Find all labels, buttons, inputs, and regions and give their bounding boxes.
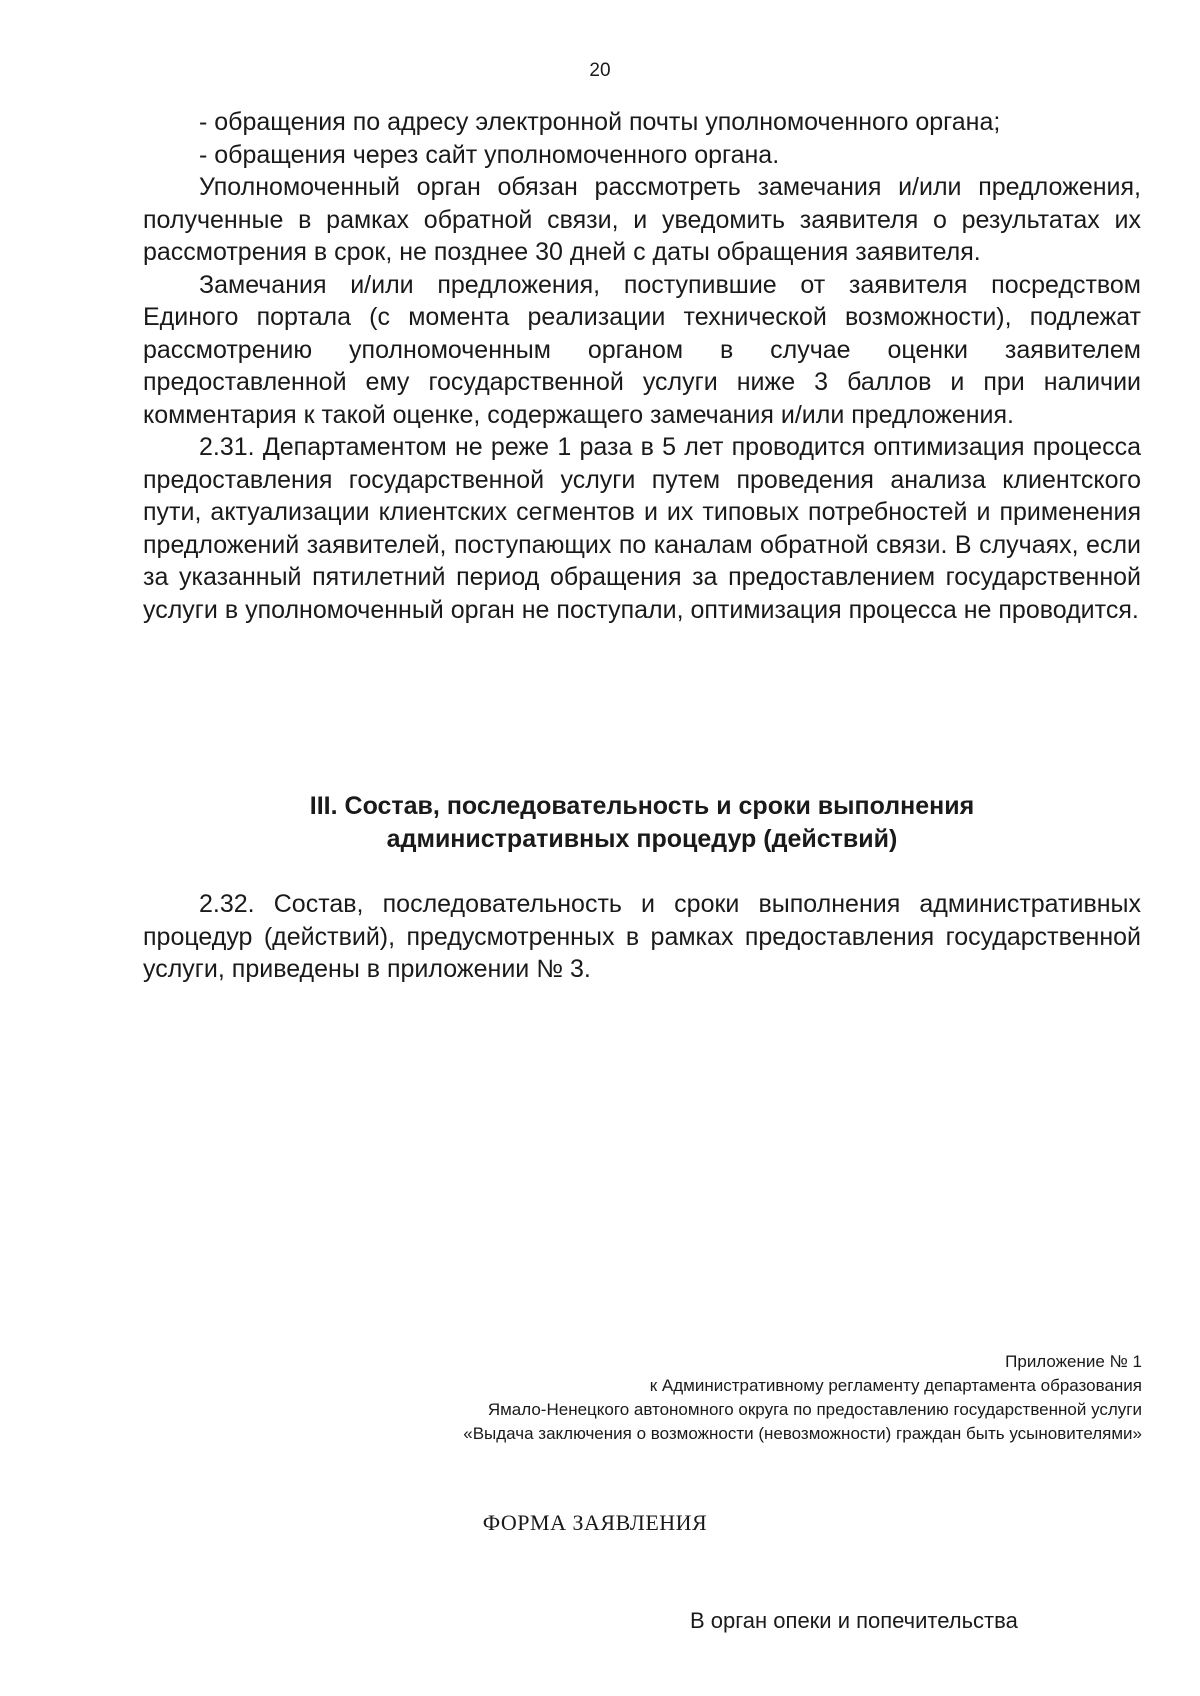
section-heading-line-1: III. Состав, последовательность и сроки выполнения (309, 792, 975, 820)
section-heading-line-2: административных процедур (действий) (386, 825, 898, 853)
section-text (143, 888, 1141, 986)
list-item-website: - обращения через сайт уполномоченного органа. (199, 140, 780, 169)
list-item-email: - обращения по адресу электронной почты уполномоченного органа; (199, 108, 1001, 136)
paragraph-2-31: 2.31. Департаментом не реже 1 раза в 5 лет проводится оптимизация процесса предоставления государственной услуги путем проведения анализа клиентского пути, актуализации клиентских сегментов и их типовых потребностей и применения предложений заявителей, поступающих по каналам обратной связи. В случаях, если за указанный пятилетний период обращения за предоставлением государственной услуги в уполномоченный орган не поступали, оптимизация процесса не проводится. (143, 433, 1141, 624)
appendix-line-2: к Административному регламенту департамента образования (649, 1376, 1142, 1395)
paragraph-feedback-review: Уполномоченный орган обязан рассмотреть замечания и/или предложения, полученные в рамках обратной связи, и уведомить заявителя о результатах их рассмотрения в срок, не позднее 30 дней с даты обращения заявителя. (143, 173, 1141, 266)
page-number: 20 (589, 60, 611, 81)
paragraph-portal-feedback: Замечания и/или предложения, поступившие от заявителя посредством Единого портала (с момента реализации технической возможности), подлежат рассмотрению уполномоченным органом в случае оценки заявителем предоставленной ему государственной услуги ниже 3 баллов и при наличии комментария к такой оценке, содержащего замечания и/или предложения. (143, 270, 1141, 429)
appendix-line-4: «Выдача заключения о возможности (невозможности) граждан быть усыновителями» (463, 1424, 1142, 1443)
appendix-line-1: Приложение № 1 (1005, 1352, 1142, 1371)
body-text (143, 106, 1141, 626)
addressee: В орган опеки и попечительства (690, 1608, 1018, 1633)
appendix-header (242, 1350, 1142, 1446)
appendix-line-3: Ямало-Ненецкого автономного округа по предоставлению государственной услуги (487, 1400, 1142, 1419)
section-heading (143, 790, 1141, 856)
form-title: ФОРМА ЗАЯВЛЕНИЯ (482, 1510, 708, 1535)
paragraph-2-32: 2.32. Состав, последовательность и сроки выполнения административных процедур (действий), предусмотренных в рамках предоставления государственной услуги, приведены в приложении № 3. (143, 890, 1141, 983)
